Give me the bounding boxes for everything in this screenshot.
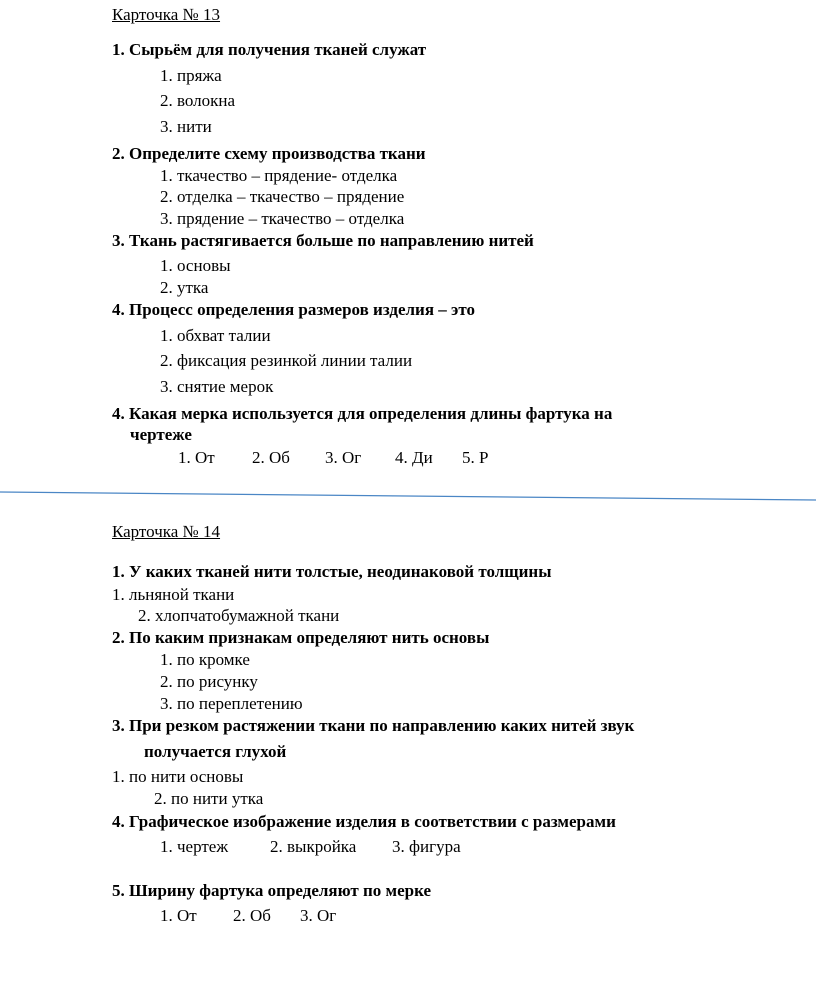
card14-q5-option-1: 1. От [160, 906, 197, 925]
card14-title: Карточка № 14 [112, 522, 221, 541]
card13-q2-answer-2: 2. отделка – ткачество – прядение [160, 187, 405, 206]
card13-q2-answer-3: 3. прядение – ткачество – отделка [160, 209, 405, 228]
card13-q1-answer-3: 3. нити [160, 117, 212, 136]
card13-q5-option-4: 4. Ди [395, 448, 433, 467]
card14-q5-option-2: 2. Об [233, 906, 271, 925]
card13-q3-answer-2: 2. утка [160, 278, 209, 297]
card13-q2-answer-1: 1. ткачество – прядение- отделка [160, 166, 398, 185]
card14-q3-line1: 3. При резком растяжении ткани по направлению каких нитей звук [112, 716, 635, 735]
card13-q1-answer-1: 1. пряжа [160, 66, 222, 85]
card14-q3-answer-1: 1. по нити основы [112, 767, 244, 786]
card13-q3: 3. Ткань растягивается больше по направлению нитей [112, 231, 534, 250]
card14-q3-line2: получается глухой [144, 742, 287, 761]
card13-q5-option-5: 5. Р [462, 448, 489, 467]
card13-q4: 4. Процесс определения размеров изделия – это [112, 300, 476, 319]
card13-q5-option-1: 1. От [178, 448, 215, 467]
card14-q4-option-1: 1. чертеж [160, 837, 229, 856]
card13-q1-answer-2: 2. волокна [160, 91, 236, 110]
card14-q4-option-3: 3. фигура [392, 837, 461, 856]
card13-q3-answer-1: 1. основы [160, 256, 231, 275]
card14-q4: 4. Графическое изображение изделия в соответствии с размерами [112, 812, 616, 831]
card14-q2-answer-1: 1. по кромке [160, 650, 250, 669]
card14-q2-answer-3: 3. по переплетению [160, 694, 303, 713]
card13-q4-answer-1: 1. обхват талии [160, 326, 271, 345]
card13-q2: 2. Определите схему производства ткани [112, 144, 426, 163]
card-divider-line [0, 488, 816, 504]
card14-q2: 2. По каким признакам определяют нить основы [112, 628, 490, 647]
card14-q4-option-2: 2. выкройка [270, 837, 357, 856]
card14-q3-answer-2: 2. по нити утка [154, 789, 264, 808]
card13-q4-answer-3: 3. снятие мерок [160, 377, 274, 396]
card13-q5-option-3: 3. Ог [325, 448, 362, 467]
card13-q5-line2: чертеже [130, 425, 192, 444]
card13-title: Карточка № 13 [112, 5, 221, 24]
card14-q1-answer-1: 1. льняной ткани [112, 585, 235, 604]
card13-q1: 1. Сырьём для получения тканей служат [112, 40, 427, 59]
card13-q5-option-2: 2. Об [252, 448, 290, 467]
card14-q1: 1. У каких тканей нити толстые, неодинаковой толщины [112, 562, 552, 581]
card14-q5-option-3: 3. Ог [300, 906, 337, 925]
card13-q4-answer-2: 2. фиксация резинкой линии талии [160, 351, 413, 370]
card14-q2-answer-2: 2. по рисунку [160, 672, 258, 691]
card14-q1-answer-2: 2. хлопчатобумажной ткани [138, 606, 340, 625]
card14-q5: 5. Ширину фартука определяют по мерке [112, 881, 432, 900]
card13-q5-line1: 4. Какая мерка используется для определения длины фартука на [112, 404, 613, 423]
